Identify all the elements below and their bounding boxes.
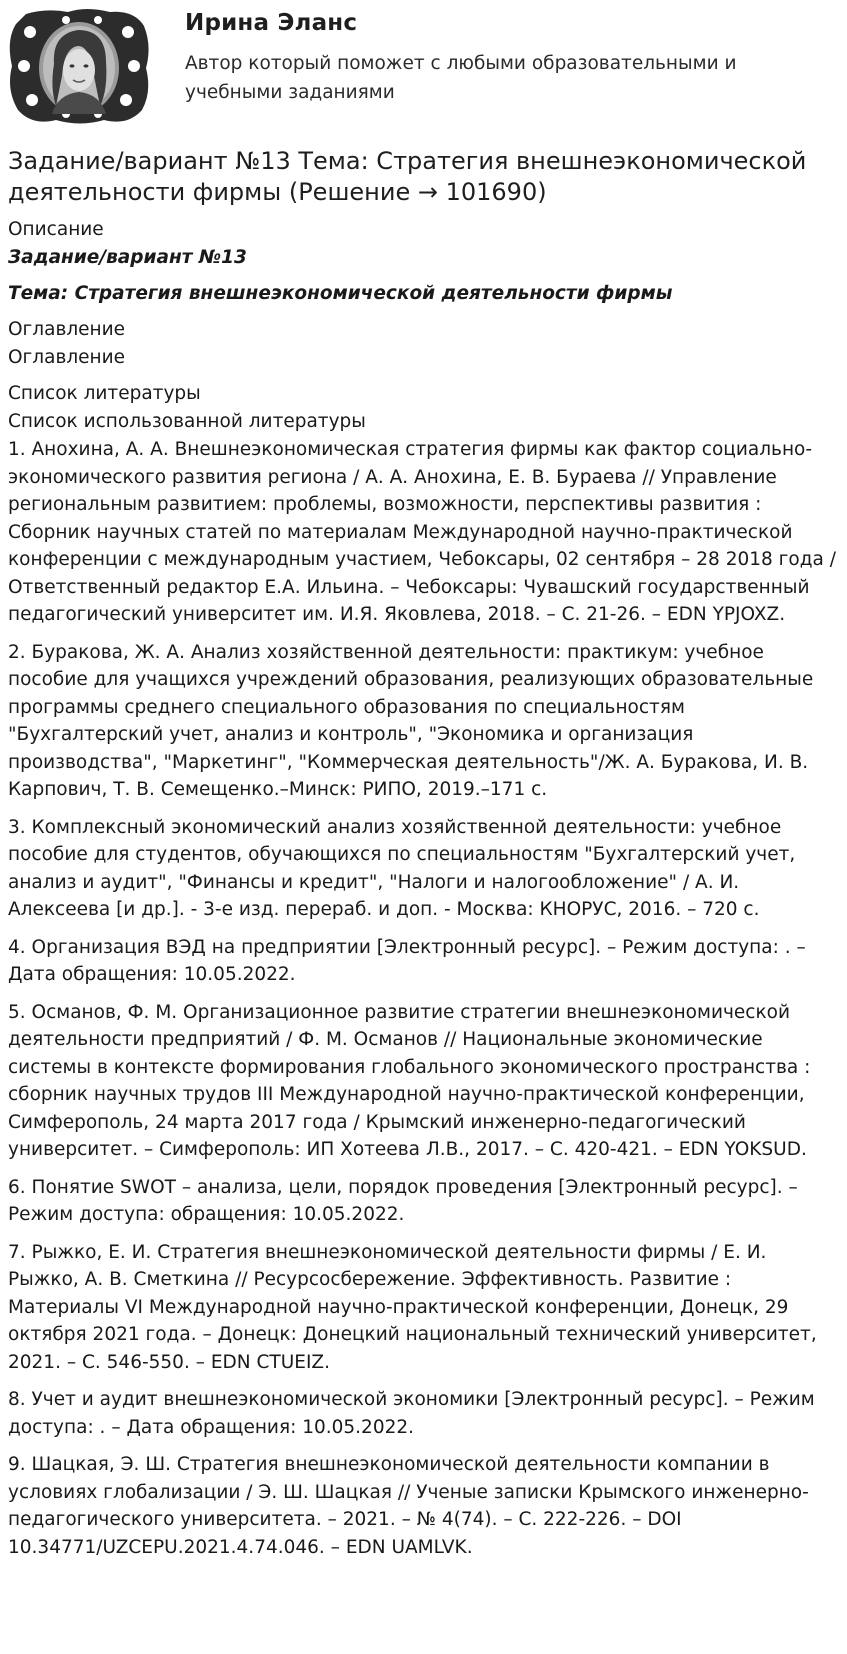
main-content: [8, 146, 841, 1571]
spacer: [8, 372, 841, 380]
reference-item: 6. Понятие SWOT – анализа, цели, порядок проведения [Электронный ресурс]. – Режим доступа: обращения: 10.05.2022.: [8, 1176, 798, 1225]
reference-item: 7. Рыжко, Е. И. Стратегия внешнеэкономической деятельности фирмы / Е. И. Рыжко, А. В. Сметкина // Ресурсосбережение. Эффективность. Развитие : Материалы VI Международной научно-практической конференции, Донецк, 29 октября 2021 года. – Донецк: Донецкий национальный технический университет, 2021. – С. 546-550. – EDN CTUEIZ.: [8, 1241, 817, 1373]
topic-heading: Тема: Стратегия внешнеэкономической деятельности фирмы: [8, 283, 673, 304]
literature-heading: Список использованной литературы: [8, 411, 366, 432]
reference-item: 4. Организация ВЭД на предприятии [Электронный ресурс]. – Режим доступа: . – Дата обращения: 10.05.2022.: [8, 936, 806, 985]
reference-item: 2. Буракова, Ж. А. Анализ хозяйственной деятельности: практикум: учебное пособие для учащихся учреждений образования, реализующих образовательные программы среднего специального образования по специальностям "Бухгалтерский учет, анализ и контроль", "Экономика и организация производства", "Маркетинг", "Коммерческая деятельность"/Ж. А. Буракова, И. В. Карпович, Т. В. Семещенко.–Минск: РИПО, 2019.–171 с.: [8, 641, 814, 800]
toc-label: Оглавление: [8, 319, 126, 340]
reference-item: 9. Шацкая, Э. Ш. Стратегия внешнеэкономической деятельности компании в условиях глобализации / Э. Ш. Шацкая // Ученые записки Крымского инженерно-педагогического университета. – 2021. – № 4(74). – С. 222-226. – DOI 10.34771/UZCEPU.2021.4.74.046. – EDN UAMLVK.: [8, 1454, 809, 1558]
reference-item: 1. Анохина, А. А. Внешнеэкономическая стратегия фирмы как фактор социально-экономического развития региона / А. А. Анохина, Е. В. Бураева // Управление региональным развитием: проблемы, возможности, перспективы развития : Сборник научных статей по материалам Международной научно-практической конференции с международным участием, Чебоксары, 02 сентября – 28 2018 года / Ответственный редактор Е.А. Ильина. – Чебоксары: Чувашский государственный педагогический университет им. И.Я. Яковлева, 2018. – С. 21-26. – EDN YPJOXZ.: [8, 439, 836, 625]
reference-item: 8. Учет и аудит внешнеэкономической экономики [Электронный ресурс]. – Режим доступа: . – Дата обращения: 10.05.2022.: [8, 1389, 815, 1438]
variant-heading: Задание/вариант №13: [8, 247, 247, 268]
reference-list: [8, 436, 841, 1561]
author-description: Автор который поможет с любыми образовательными и учебными заданиями: [185, 53, 737, 103]
description-label: Описание: [8, 219, 104, 240]
literature-label: Список литературы: [8, 383, 201, 404]
reference-item: 3. Комплексный экономический анализ хозяйственной деятельности: учебное пособие для студентов, обучающихся по специальностям "Бухгалтерский учет, анализ и аудит", "Финансы и кредит", "Налоги и налогообложение" / А. И. Алексеева [и др.]. - 3-е изд. перераб. и доп. - Москва: КНОРУС, 2016. – 720 с.: [8, 816, 796, 920]
author-header: [0, 0, 847, 135]
toc-heading: Оглавление: [8, 347, 126, 368]
author-avatar[interactable]: [6, 6, 152, 127]
reference-item: 5. Османов, Ф. М. Организационное развитие стратегии внешнеэкономической деятельности предприятий / Ф. М. Османов // Национальные экономические системы в контексте формирования глобального экономического пространства : сборник научных трудов III Международной научно-практической конференции, Симферополь, 24 марта 2017 года / Крымский инженерно-педагогический университет. – Симферополь: ИП Хотеева Л.В., 2017. – С. 420-421. – EDN YOKSUD.: [8, 1001, 811, 1160]
author-name[interactable]: Ирина Эланс: [185, 10, 358, 36]
page-title: Задание/вариант №13 Тема: Стратегия внешнеэкономической деятельности фирмы (Решение → 101690): [8, 147, 807, 206]
